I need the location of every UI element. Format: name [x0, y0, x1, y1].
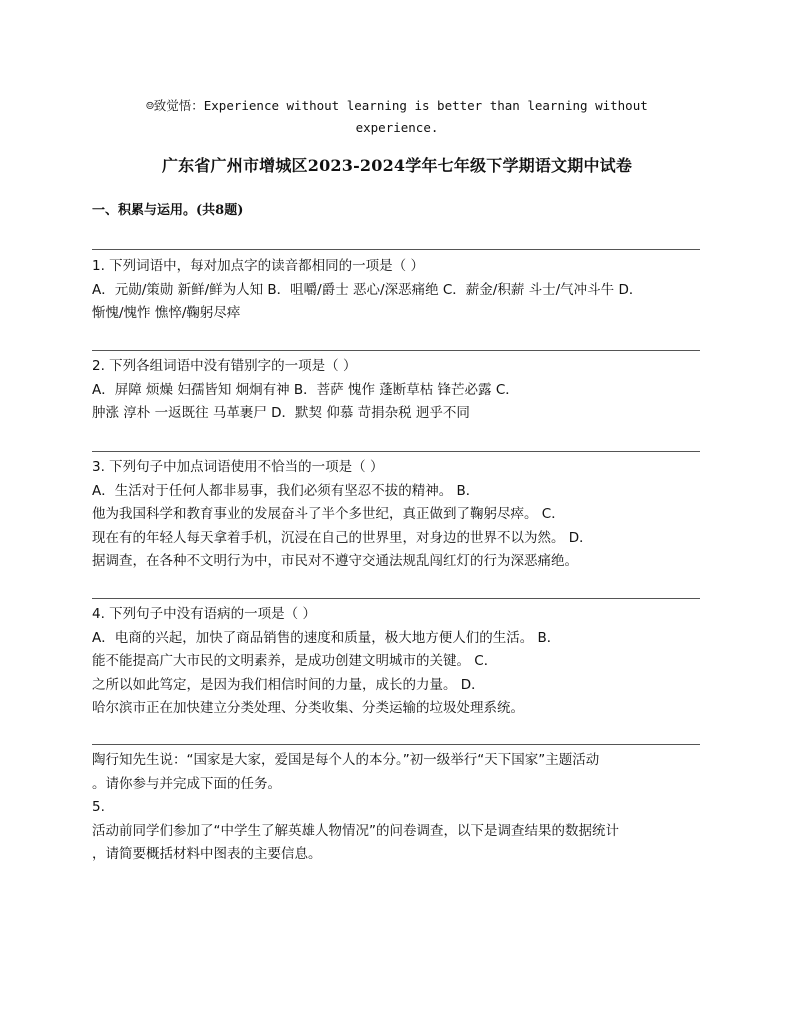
option-line: 肿涨 淳朴 一返既往 马革裹尸 D．默契 仰慕 苛捐杂税 迥乎不同 — [92, 405, 470, 421]
option-line: 据调查，在各种不文明行为中，市民对不遵守交通法规乱闯红灯的行为深恶痛绝。 — [92, 553, 578, 569]
divider — [92, 350, 700, 351]
option-line: A．元勋/策勋 新鲜/鲜为人知 B．咀嚼/爵士 恶心/深恶痛绝 C．薪金/积薪 斗士/气冲斗牛 D． — [92, 281, 643, 298]
question-stem: 2. 下列各组词语中没有错别字的一项是（ ） — [92, 358, 357, 374]
option-line: 能不能提高广大市民的文明素养，是成功创建文明城市的关键。 C． — [92, 653, 498, 669]
question-2 — [92, 355, 704, 426]
divider — [92, 598, 700, 599]
option-line: 惭愧/愧怍 憔悴/鞠躬尽瘁 — [92, 305, 241, 321]
option-line: A．屏障 烦燥 妇孺皆知 炯炯有神 B．菩萨 愧作 蓬断草枯 锋芒必露 C． — [92, 381, 519, 398]
option-line: A．电商的兴起，加快了商品销售的速度和质量，极大地方便人们的生活。 B． — [92, 629, 561, 646]
passage-block — [92, 749, 704, 867]
option-line: A．生活对于任何人都非易事，我们必须有坚忍不拔的精神。 B． — [92, 482, 480, 499]
question-5-number: 5. — [92, 799, 105, 815]
passage-line: ，请简要概括材料中图表的主要信息。 — [92, 846, 322, 862]
motto-banner: ☺致觉悟：Experience without learning is better than learning without experience. — [146, 98, 648, 135]
passage-line: 陶行知先生说：“国家是大家，爱国是每个人的本分。”初一级举行“天下国家”主题活动 — [92, 752, 600, 768]
question-1 — [92, 255, 704, 326]
passage-line: 活动前同学们参加了“中学生了解英雄人物情况”的问卷调查，以下是调查结果的数据统计 — [92, 822, 619, 839]
divider — [92, 744, 700, 745]
option-line: 现在有的年轻人每天拿着手机，沉浸在自己的世界里，对身边的世界不以为然。 D． — [92, 529, 593, 546]
passage-line: 。请你参与并完成下面的任务。 — [92, 775, 281, 792]
divider — [92, 249, 700, 250]
question-stem: 4. 下列句子中没有语病的一项是（ ） — [92, 606, 316, 622]
option-line: 之所以如此笃定，是因为我们相信时间的力量，成长的力量。 D． — [92, 676, 485, 693]
divider — [92, 451, 700, 452]
question-4 — [92, 603, 704, 721]
exam-title: 广东省广州市增城区2023-2024学年七年级下学期语文期中试卷 — [161, 156, 633, 175]
option-line: 他为我国科学和教育事业的发展奋斗了半个多世纪，真正做到了鞠躬尽瘁。 C． — [92, 506, 565, 522]
question-stem: 3. 下列句子中加点词语使用不恰当的一项是（ ） — [92, 459, 384, 475]
section-heading: 一、积累与运用。(共8题) — [92, 203, 244, 218]
option-line: 哈尔滨市正在加快建立分类处理、分类收集、分类运输的垃圾处理系统。 — [92, 700, 524, 716]
question-stem: 1. 下列词语中，每对加点字的读音都相同的一项是（ ） — [92, 258, 424, 274]
question-3 — [92, 456, 704, 574]
